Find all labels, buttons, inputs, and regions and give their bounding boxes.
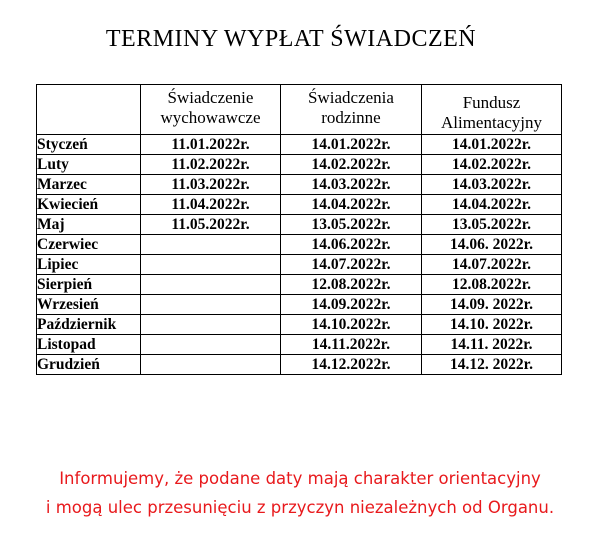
header-month xyxy=(37,85,141,135)
rodzinne-cell: 14.02.2022r. xyxy=(281,155,422,175)
disclaimer-line-2: i mogą ulec przesunięciu z przyczyn niezależnych od Organu. xyxy=(45,498,555,517)
rodzinne-cell: 13.05.2022r. xyxy=(281,215,422,235)
wychowawcze-cell: 11.02.2022r. xyxy=(141,155,281,175)
alimentacyjny-cell: 14.07.2022r. xyxy=(422,255,562,275)
month-cell: Luty xyxy=(37,155,141,175)
month-cell: Kwiecień xyxy=(37,195,141,215)
alimentacyjny-cell: 14.09. 2022r. xyxy=(422,295,562,315)
month-cell: Grudzień xyxy=(37,355,141,375)
page-title-text: TERMINY WYPŁAT ŚWIADCZEŃ xyxy=(105,26,477,52)
wychowawcze-cell xyxy=(141,315,281,335)
header-alimentacyjny-line2: Alimentacyjny xyxy=(440,112,543,132)
table-row xyxy=(37,315,562,335)
alimentacyjny-cell: 14.01.2022r. xyxy=(422,135,562,155)
alimentacyjny-cell: 14.12. 2022r. xyxy=(422,355,562,375)
wychowawcze-cell xyxy=(141,355,281,375)
table-row xyxy=(37,175,562,195)
rodzinne-cell: 14.12.2022r. xyxy=(281,355,422,375)
wychowawcze-cell xyxy=(141,295,281,315)
month-cell: Sierpień xyxy=(37,275,141,295)
header-rodzinne-line2: rodzinne xyxy=(321,108,381,127)
rodzinne-cell: 14.07.2022r. xyxy=(281,255,422,275)
header-wychowawcze-line2: wychowawcze xyxy=(160,108,261,127)
rodzinne-cell: 14.04.2022r. xyxy=(281,195,422,215)
alimentacyjny-cell: 14.11. 2022r. xyxy=(422,335,562,355)
header-rodzinne-line1: Świadczenia xyxy=(308,88,394,107)
rodzinne-cell: 14.01.2022r. xyxy=(281,135,422,155)
month-cell: Czerwiec xyxy=(37,235,141,255)
table-row xyxy=(37,295,562,315)
wychowawcze-cell: 11.04.2022r. xyxy=(141,195,281,215)
disclaimer-line-1: Informujemy, że podane daty mają charakter orientacyjny xyxy=(59,469,541,488)
table-row xyxy=(37,195,562,215)
table-row xyxy=(37,155,562,175)
header-wychowawcze xyxy=(141,85,281,135)
month-cell: Lipiec xyxy=(37,255,141,275)
wychowawcze-cell xyxy=(141,275,281,295)
rodzinne-cell: 14.09.2022r. xyxy=(281,295,422,315)
table-row xyxy=(37,335,562,355)
wychowawcze-cell: 11.01.2022r. xyxy=(141,135,281,155)
rodzinne-cell: 14.11.2022r. xyxy=(281,335,422,355)
header-rodzinne xyxy=(281,85,422,135)
rodzinne-cell: 14.06.2022r. xyxy=(281,235,422,255)
table-row xyxy=(37,235,562,255)
rodzinne-cell: 14.10.2022r. xyxy=(281,315,422,335)
alimentacyjny-cell: 12.08.2022r. xyxy=(422,275,562,295)
month-cell: Październik xyxy=(37,315,141,335)
table-header-row xyxy=(37,85,562,135)
table-row xyxy=(37,275,562,295)
header-alimentacyjny xyxy=(422,85,562,135)
alimentacyjny-cell: 14.02.2022r. xyxy=(422,155,562,175)
wychowawcze-cell xyxy=(141,335,281,355)
header-wychowawcze-line1: Świadczenie xyxy=(167,88,254,107)
alimentacyjny-cell: 14.03.2022r. xyxy=(422,175,562,195)
month-cell: Wrzesień xyxy=(37,295,141,315)
payment-schedule-table xyxy=(36,84,562,375)
month-cell: Maj xyxy=(37,215,141,235)
month-cell: Listopad xyxy=(37,335,141,355)
alimentacyjny-cell: 13.05.2022r. xyxy=(422,215,562,235)
disclaimer-notice xyxy=(0,464,600,522)
wychowawcze-cell: 11.03.2022r. xyxy=(141,175,281,195)
table-row xyxy=(37,135,562,155)
table-row xyxy=(37,255,562,275)
table-row xyxy=(37,215,562,235)
wychowawcze-cell: 11.05.2022r. xyxy=(141,215,281,235)
alimentacyjny-cell: 14.06. 2022r. xyxy=(422,235,562,255)
header-alimentacyjny-line1: Fundusz xyxy=(462,92,521,112)
page-title xyxy=(0,26,600,53)
table-body xyxy=(37,135,562,375)
rodzinne-cell: 14.03.2022r. xyxy=(281,175,422,195)
wychowawcze-cell xyxy=(141,255,281,275)
wychowawcze-cell xyxy=(141,235,281,255)
alimentacyjny-cell: 14.04.2022r. xyxy=(422,195,562,215)
month-cell: Styczeń xyxy=(37,135,141,155)
table-row xyxy=(37,355,562,375)
alimentacyjny-cell: 14.10. 2022r. xyxy=(422,315,562,335)
rodzinne-cell: 12.08.2022r. xyxy=(281,275,422,295)
month-cell: Marzec xyxy=(37,175,141,195)
